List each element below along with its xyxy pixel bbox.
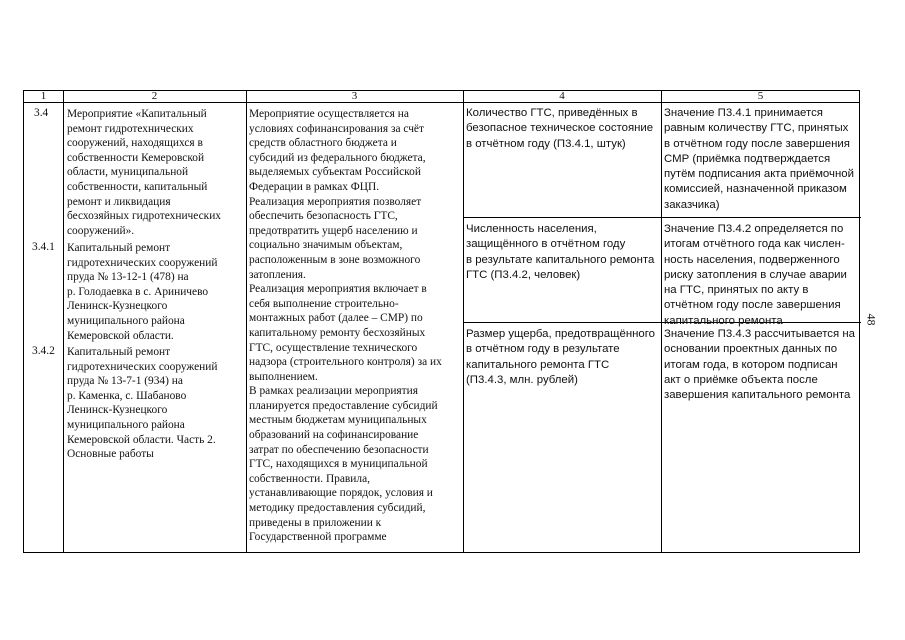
indicator-p3-4-2: Численность населения, защищённого в отчётном году в результате капитального ремонта ГТС (П3.4.2, человек)	[466, 223, 655, 281]
method-p3-4-3: Значение П3.4.3 рассчитывается на основании проектных данных по итогам года, в котором подписан акт о приёмке объекта после завершения капитального ремонта	[664, 328, 855, 402]
indicator-p3-4-3: Размер ущерба, предотвращённого в отчётном году в результате капитального ремонта ГТС (П3.4.3, млн. рублей)	[466, 328, 655, 386]
page-number: 48	[864, 313, 879, 326]
measure-description: Мероприятие осуществляется на условиях софинансирования за счёт средств областного бюджета и субсидий из федерального бюджета, выделяемых субъектам Российской Федерации в рамках ФЦП. Реализация мероприятия позволяет обеспечить безопасность ГТС, предотвратить ущерб населению и социально значимым объектам, расположенным в зоне возможного затопления. Реализация мероприятия включает в себя выполнение строительно- монтажных работ (далее – СМР) по капитальному ремонту бесхозяйных ГТС, осуществление технического надзора (строительного контроля) за их выполнением. В рамках реализации мероприятия планируется предоставление субсидий местным бюджетам муниципальных образований на софинансирование затрат по обеспечению безопасности ГТС, находящихся в муниципальной собственности. Правила, устанавливающие порядок, условия и методику предоставления субсидий, приведены в приложении к Государственной программе	[249, 108, 442, 544]
subitem-3-4-1: Капитальный ремонт гидротехнических сооружений пруда № 13-12-1 (478) на р. Голодаевка в с. Ариничево Ленинск-Кузнецкого муниципального района Кемеровской области.	[67, 242, 218, 342]
measure-title: Мероприятие «Капитальный ремонт гидротехнических сооружений, находящихся в собственности Кемеровской области, муниципальной собственности, капитальный ремонт и ликвидация бесхозяйных гидротехнических сооружений».	[67, 108, 221, 237]
row-number-3-4-1: 3.4.1	[32, 241, 55, 253]
method-p3-4-1: Значение П3.4.1 принимается равным количеству ГТС, принятых в отчётном году после завершения СМР (приёмка подтверждается путём подписания акта приёмочной комиссией, назначенной приказом заказчика)	[664, 107, 854, 211]
header-col-1: 1	[24, 91, 63, 103]
header-col-3: 3	[246, 91, 463, 103]
header-col-4: 4	[463, 91, 661, 103]
header-col-2: 2	[63, 91, 246, 103]
header-col-5: 5	[661, 91, 860, 103]
column-divider	[246, 91, 247, 552]
row-number-3-4: 3.4	[34, 107, 49, 119]
row-number-3-4-2: 3.4.2	[32, 345, 55, 357]
subitem-3-4-2: Капитальный ремонт гидротехнических сооружений пруда № 13-7-1 (934) на р. Каменка, с. Шабаново Ленинск-Кузнецкого муниципального района Кемеровской области. Часть 2. Основные работы	[67, 346, 218, 461]
column-divider	[63, 91, 64, 552]
indicator-table	[23, 90, 860, 553]
row-divider	[463, 217, 861, 218]
indicator-p3-4-1: Количество ГТС, приведённых в безопасное техническое состояние в отчётном году (П3.4.1, штук)	[466, 107, 654, 150]
method-p3-4-2: Значение П3.4.2 определяется по итогам отчётного года как числен- ность населения, подверженного риску затопления в случае аварии на ГТС, принятых по акту в отчётном году после завершения капитального ремонта	[664, 223, 847, 327]
